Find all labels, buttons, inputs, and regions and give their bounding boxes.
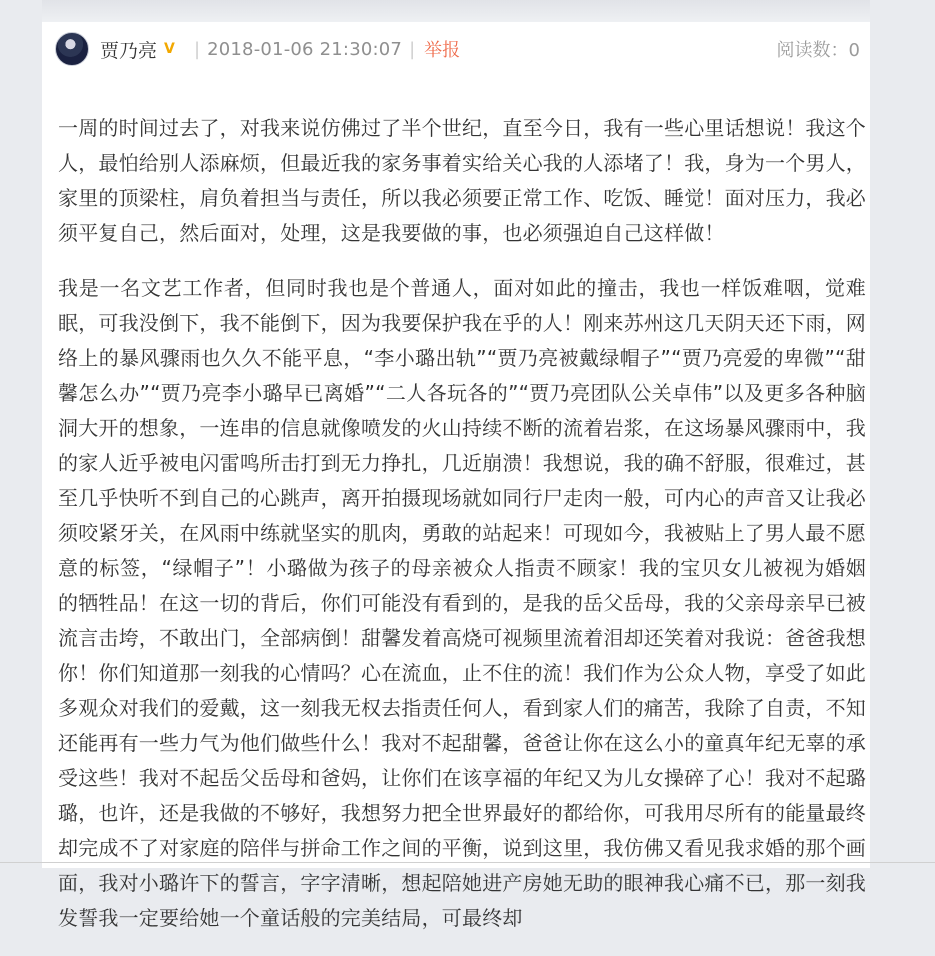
author-name[interactable]: 贾乃亮 [100, 39, 158, 62]
post-paragraph: 一周的时间过去了，对我来说仿佛过了半个世纪，直至今日，我有一些心里话想说！我这个人，最怕给别人添麻烦，但最近我的家务事着实给关心我的人添堵了！我，身为一个男人，家里的顶梁柱，肩负着担当与责任，所以我必须要正常工作、吃饭、睡觉！面对压力，我必须平复自己，然后面对，处理，这是我要做的事，也必须强迫自己这样做！ [58, 116, 866, 245]
read-count: 阅读数：0 [776, 40, 860, 61]
bottom-border [0, 862, 935, 863]
separator: | [194, 38, 201, 60]
separator: | [409, 38, 416, 60]
post-content [58, 111, 866, 956]
post-header [55, 29, 860, 69]
avatar[interactable] [55, 32, 89, 66]
verified-icon: V [164, 40, 175, 57]
post-time: 2018-01-06 21:30:07 [207, 38, 403, 60]
top-shadow [42, 0, 870, 22]
report-link[interactable]: 举报 [424, 40, 461, 61]
post-paragraph: 我是一名文艺工作者，但同时我也是个普通人，面对如此的撞击，我也一样饭难咽，觉难眠，可我没倒下，我不能倒下，因为我要保护我在乎的人！刚来苏州这几天阴天还下雨，网络上的暴风骤雨也久久不能平息，“李小璐出轨”“贾乃亮被戴绿帽子”“贾乃亮爱的卑微”“甜馨怎么办”“贾乃亮李小璐早已离婚”“二人各玩各的”“贾乃亮团队公关卓伟”以及更多各种脑洞大开的想象，一连串的信息就像喷发的火山持续不断的流着岩浆，在这场暴风骤雨中，我的家人近乎被电闪雷鸣所击打到无力挣扎，几近崩溃！我想说，我的确不舒服，很难过，甚至几乎快听不到自己的心跳声，离开拍摄现场就如同行尸走肉一般，可内心的声音又让我必须咬紧牙关，在风雨中练就坚实的肌肉，勇敢的站起来！可现如今，我被贴上了男人最不愿意的标签，“绿帽子”！小璐做为孩子的母亲被众人指责不顾家！我的宝贝女儿被视为婚姻的牺牲品！在这一切的背后，你们可能没有看到的，是我的岳父岳母，我的父亲母亲早已被流言击垮，不敢出门，全部病倒！甜馨发着高烧可视频里流着泪却还笑着对我说：爸爸我想你！你们知道那一刻我的心情吗？心在流血，止不住的流！我们作为公众人物，享受了如此多观众对我们的爱戴，这一刻我无权去指责任何人，看到家人们的痛苦，我除了自责，不知还能再有一些力气为他们做些什么！我对不起甜馨，爸爸让你在这么小的童真年纪无辜的承受这些！我对不起岳父岳母和爸妈，让你们在该享福的年纪又为儿女操碎了心！我对不起璐璐，也许，还是我做的不够好，我想努力把全世界最好的都给你，可我用尽所有的能量最终却完成不了对家庭的陪伴与拼命工作之间的平衡，说到这里，我仿佛又看见我求婚的那个画面，我对小璐许下的誓言，字字清晰，想起陪她进产房她无助的眼神我心痛不已，那一刻我发誓我一定要给她一个童话般的完美结局，可最终却 [58, 276, 866, 930]
